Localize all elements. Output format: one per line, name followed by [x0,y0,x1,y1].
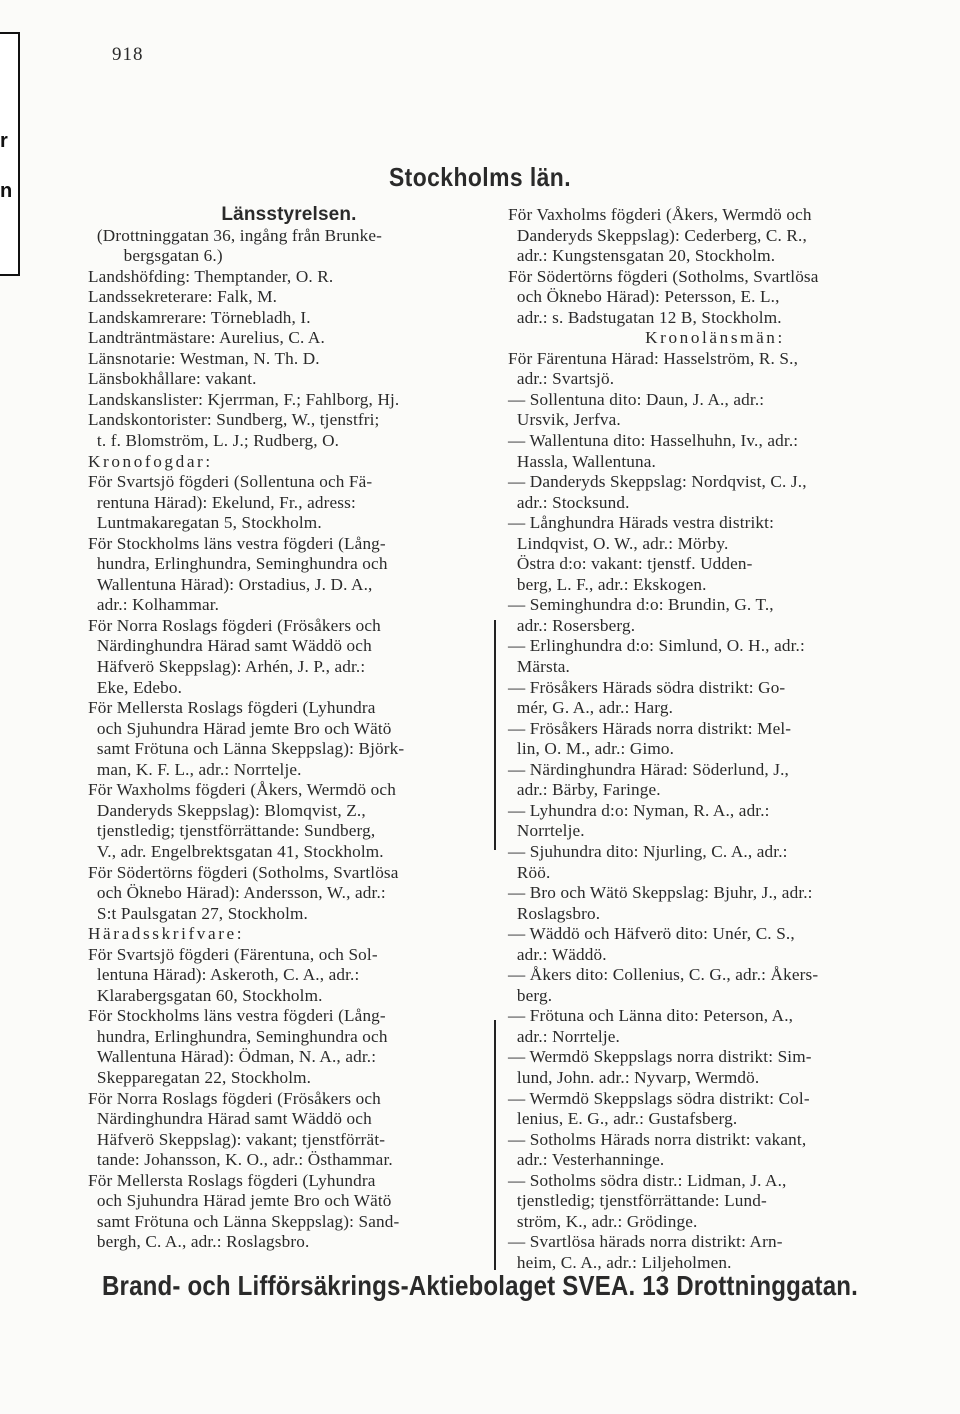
text-line: Landskamrerare: Törnebladh, I. [88,307,311,327]
text-line: bergh, C. A., adr.: Roslagsbro. [88,1232,310,1252]
text-line: adr.: Vesterhanninge. [508,1150,665,1170]
text-line: Norrtelje. [508,821,585,841]
text-line: — Wäddö och Häfverö dito: Unér, C. S., [508,924,795,944]
text-line: Klarabergsgatan 60, Stockholm. [88,985,323,1005]
text-line: adr.: s. Badstugatan 12 B, Stockholm. [508,307,782,327]
text-line: Danderyds Skeppslag): Cederberg, C. R., [508,225,807,245]
text-line: För Svartsjö fögderi (Sollentuna och Fä- [88,472,373,492]
text-line: Hassla, Wallentuna. [508,451,656,471]
text-line: S:t Paulsgatan 27, Stockholm. [88,903,308,923]
text-line: — Wallentuna dito: Hasselhuhn, Iv., adr.: [508,431,799,451]
text-line: berg, L. F., adr.: Ekskogen. [508,574,707,594]
text-line: hundra, Erlinghundra, Seminghundra och [88,554,388,574]
text-line: Landskanslister: Kjerrman, F.; Fahlborg, Hj. [88,389,400,409]
text-line: Häradsskrifvare: [88,924,245,944]
text-line: För Norra Roslags fögderi (Frösåkers och [88,1088,381,1108]
text-line: V., adr. Engelbrektsgatan 41, Stockholm. [88,841,384,861]
text-line: För Södertörns fögderi (Sotholms, Svartlösa [88,862,399,882]
text-line: man, K. F. L., adr.: Norrtelje. [88,759,302,779]
column-divider [494,620,496,850]
text-line: tjenstledig; tjenstförrättande: Sundberg, [88,821,376,841]
text-line: För Mellersta Roslags fögderi (Lyhundra [88,1170,376,1190]
text-line: t. f. Blomström, L. J.; Rudberg, O. [88,431,340,451]
text-line: För Mellersta Roslags fögderi (Lyhundra [88,698,376,718]
text-line: Landssekreterare: Falk, M. [88,287,278,307]
edge-letter-bottom: n [0,180,13,202]
text-line: samt Frötuna och Länna Skeppslag): Björk- [88,739,405,759]
text-line: — Danderyds Skeppslag: Nordqvist, C. J., [508,472,807,492]
text-line: — Långhundra Härads vestra distrikt: [508,513,775,533]
text-line: adr.: Rosersberg. [508,615,636,635]
text-line: Roslagsbro. [508,903,601,923]
left-column [88,205,490,1253]
text-line: — Frösåkers Härads södra distrikt: Go- [508,677,786,697]
text-line: adr.: Bärby, Faringe. [508,780,661,800]
page-number: 918 [112,44,144,65]
text-line: bergsgatan 6.) [88,246,223,266]
text-line: adr.: Svartsjö. [508,369,615,389]
text-line: För Norra Roslags fögderi (Frösåkers och [88,615,381,635]
text-line: heim, C. A., adr.: Liljeholmen. [508,1252,732,1272]
text-line: — Bro och Wätö Skeppslag: Bjuhr, J., adr.: [508,883,813,903]
text-line: För Södertörns fögderi (Sotholms, Svartlösa [508,266,819,286]
text-line: För Stockholms läns vestra fögderi (Lång- [88,533,386,553]
text-line: hundra, Erlinghundra, Seminghundra och [88,1026,388,1046]
footer-advertisement: Brand- och Lifförsäkrings-Aktiebolaget SVEA. 13 Drottninggatan. [101,1270,859,1301]
text-line: Wallentuna Härad): Ödman, N. A., adr.: [88,1047,377,1067]
text-line: — Sotholms Härads norra distrikt: vakant, [508,1129,807,1149]
text-line: Lindqvist, O. W., adr.: Mörby. [508,533,729,553]
text-line: rentuna Härad): Ekelund, Fr., adress: [88,492,356,512]
text-line: adr.: Wäddö. [508,944,607,964]
text-line: — Frötuna och Länna dito: Peterson, A., [508,1006,794,1026]
text-line: Luntmakaregatan 5, Stockholm. [88,513,322,533]
text-line: Länsnotarie: Westman, N. Th. D. [88,348,320,368]
text-line: adr.: Stocksund. [508,492,630,512]
text-line: lentuna Härad): Askeroth, C. A., adr.: [88,965,360,985]
text-line: För Waxholms fögderi (Åkers, Wermdö och [88,780,396,800]
text-line: För Färentuna Härad: Hasselström, R. S., [508,348,799,368]
text-line: Närdinghundra Härad samt Wäddö och [88,1109,372,1129]
text-line: samt Frötuna och Länna Skeppslag): Sand- [88,1211,400,1231]
text-line: Landträntmästare: Aurelius, C. A. [88,328,325,348]
text-line: — Sjuhundra dito: Njurling, C. A., adr.: [508,841,788,861]
text-line: tjenstledig; tjenstförrättande: Lund- [508,1191,767,1211]
text-line: — Sollentuna dito: Daun, J. A., adr.: [508,389,765,409]
text-line: — Frösåkers Härads norra distrikt: Mel- [508,718,792,738]
text-line: — Åkers dito: Collenius, C. G., adr.: Åkers- [508,965,819,985]
text-line: adr.: Norrtelje. [508,1026,621,1046]
text-line: mér, G. A., adr.: Harg. [508,698,674,718]
text-line: ström, K., adr.: Grödinge. [508,1211,698,1231]
text-line: lenius, E. G., adr.: Gustafsberg. [508,1109,738,1129]
text-line: Eke, Edebo. [88,677,183,697]
text-line: och Öknebo Härad): Petersson, E. L., [508,287,780,307]
text-line: (Drottninggatan 36, ingång från Brunke- [88,225,382,245]
text-line: och Öknebo Härad): Andersson, W., adr.: [88,883,386,903]
text-line: Märsta. [508,657,570,677]
text-line: Häfverö Skeppslag): Arhén, J. P., adr.: [88,657,366,677]
text-line: — Svartlösa härads norra distrikt: Arn- [508,1232,783,1252]
text-line: adr.: Kungstensgatan 20, Stockholm. [508,246,776,266]
text-line: För Stockholms läns vestra fögderi (Lång- [88,1006,386,1026]
text-line: För Svartsjö fögderi (Färentuna, och Sol- [88,944,378,964]
text-line: Danderyds Skeppslag): Blomqvist, Z., [88,800,366,820]
text-line: — Wermdö Skeppslags norra distrikt: Sim- [508,1047,812,1067]
text-line: Kronolänsmän: [645,328,785,348]
text-line: och Sjuhundra Härad jemte Bro och Wätö [88,1191,392,1211]
text-line: — Wermdö Skeppslags södra distrikt: Col- [508,1088,810,1108]
section-title: Stockholms län. [388,162,572,192]
text-line: Närdinghundra Härad samt Wäddö och [88,636,372,656]
text-line: Kronofogdar: [88,451,213,471]
text-line: Wallentuna Härad): Orstadius, J. D. A., [88,574,373,594]
text-line: — Lyhundra d:o: Nyman, R. A., adr.: [508,800,770,820]
text-line: — Sotholms södra distr.: Lidman, J. A., [508,1170,787,1190]
text-line: — Närdinghundra Härad: Söderlund, J., [508,759,789,779]
edge-letter-top: r [0,130,8,152]
text-line: Länsbokhållare: vakant. [88,369,257,389]
text-line: Skepparegatan 22, Stockholm. [88,1067,312,1087]
text-line: Landshöfding: Themptander, O. R. [88,266,334,286]
text-line: lund, John. adr.: Nyvarp, Wermdö. [508,1067,760,1087]
text-line: — Seminghundra d:o: Brundin, G. T., [508,595,774,615]
text-line: Landskontorister: Sundberg, W., tjenstfri; [88,410,380,430]
text-line: tande: Johansson, K. O., adr.: Östhammar. [88,1150,393,1170]
text-line: För Vaxholms fögderi (Åkers, Wermdö och [508,205,812,224]
text-line: Östra d:o: vakant: tjenstf. Udden- [508,554,753,574]
text-line: — Erlinghundra d:o: Simlund, O. H., adr.: [508,636,805,656]
text-line: Ursvik, Jerfva. [508,410,621,430]
text-line: Häfverö Skeppslag): vakant; tjenstförrät- [88,1129,386,1149]
text-line: Länsstyrelsen. [221,204,357,225]
column-divider-lower [494,1020,496,1270]
right-column [508,205,922,1273]
text-line: Röö. [508,862,551,882]
text-line: och Sjuhundra Härad jemte Bro och Wätö [88,718,392,738]
text-line: berg. [508,985,553,1005]
text-line: lin, O. M., adr.: Gimo. [508,739,675,759]
text-line: adr.: Kolhammar. [88,595,220,615]
adjacent-page-edge [0,32,20,276]
